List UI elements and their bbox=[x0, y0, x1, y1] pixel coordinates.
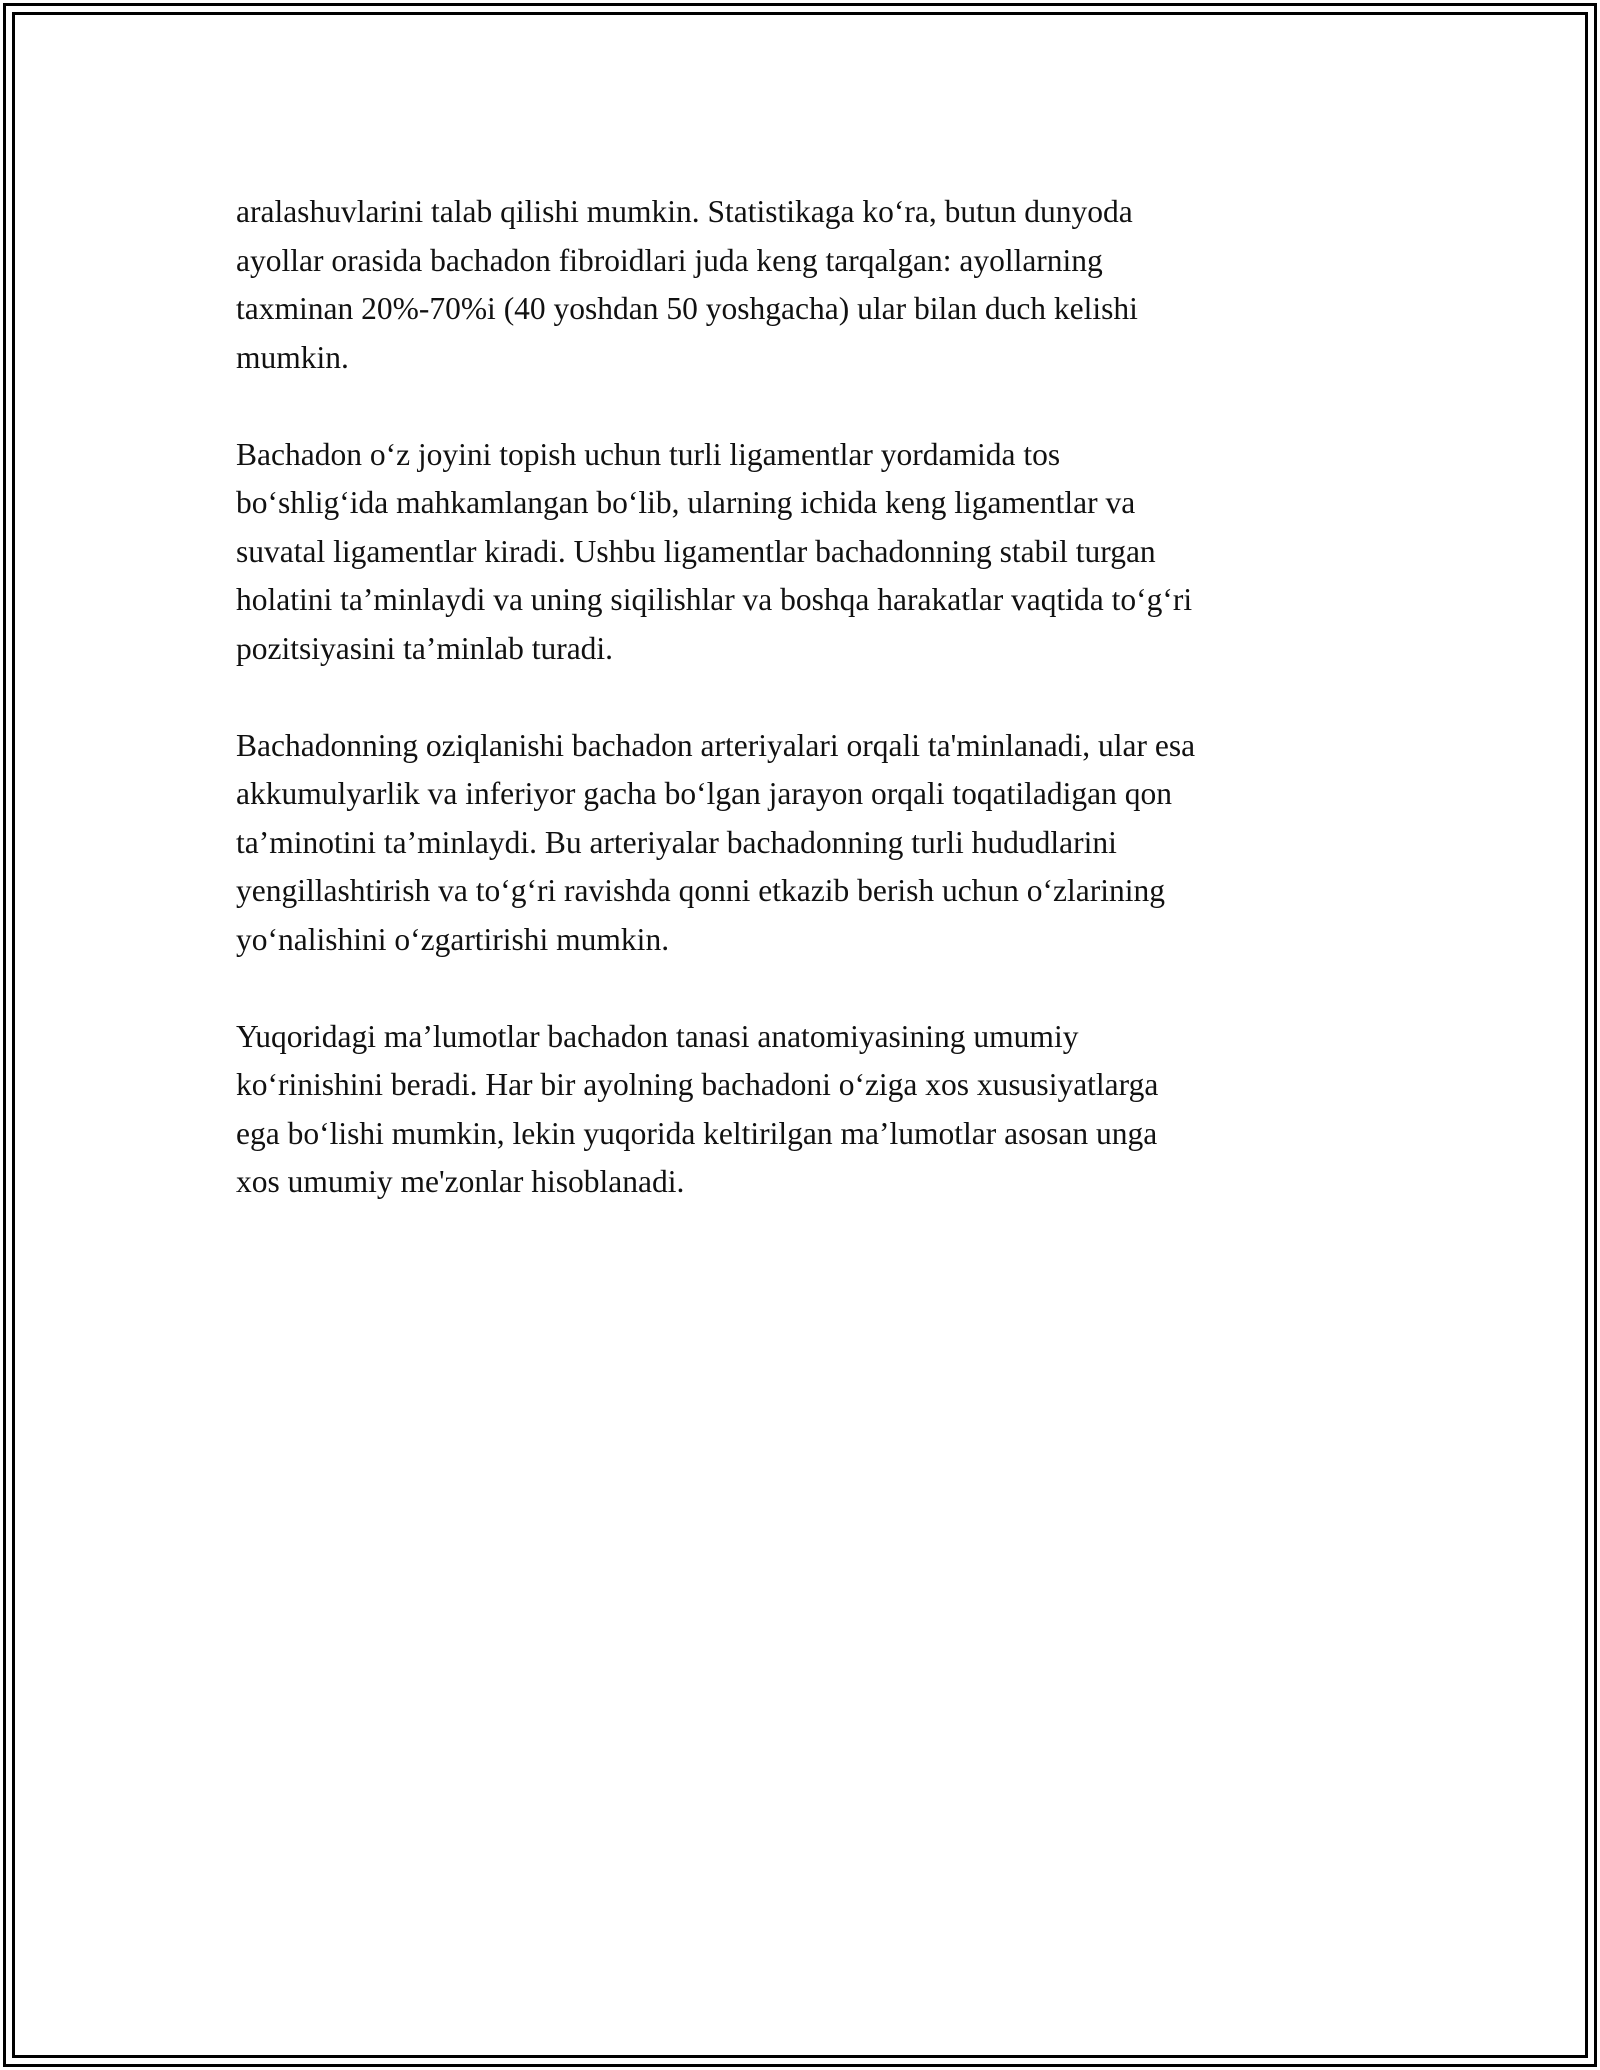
paragraph-2 bbox=[236, 431, 1366, 674]
text-line: ko‘rinishini beradi. Har bir ayolning bachadoni o‘ziga xos xususiyatlarga bbox=[236, 1067, 1159, 1102]
text-line: ta’minotini ta’minlaydi. Bu arteriyalar bachadonning turli hududlarini bbox=[236, 824, 1117, 860]
text-line: holatini ta’minlaydi va uning siqilishlar va boshqa harakatlar vaqtida to‘g‘ri bbox=[236, 582, 1193, 617]
paragraph-3 bbox=[236, 722, 1366, 965]
text-line: pozitsiyasini ta’minlab turadi. bbox=[236, 630, 614, 666]
text-line: taxminan 20%-70%i (40 yoshdan 50 yoshgacha) ular bilan duch kelishi bbox=[236, 291, 1138, 326]
text-line: bo‘shlig‘ida mahkamlangan bo‘lib, ularning ichida keng ligamentlar va bbox=[236, 485, 1136, 520]
text-line: aralashuvlarini talab qilishi mumkin. Statistikaga ko‘ra, butun dunyoda bbox=[236, 194, 1133, 229]
text-line: ega bo‘lishi mumkin, lekin yuqorida keltirilgan ma’lumotlar asosan unga bbox=[236, 1115, 1158, 1151]
text-line: akkumulyarlik va inferiyor gacha bo‘lgan jarayon orqali toqatiladigan qon bbox=[236, 776, 1172, 811]
paragraph-4 bbox=[236, 1013, 1366, 1207]
text-line: Bachadonning oziqlanishi bachadon arteriyalari orqali ta'minlanadi, ular esa bbox=[236, 727, 1196, 763]
paragraph-1 bbox=[236, 188, 1366, 382]
text-line: yengillashtirish va to‘g‘ri ravishda qonni etkazib berish uchun o‘zlarining bbox=[236, 873, 1166, 908]
text-line: suvatal ligamentlar kiradi. Ushbu ligamentlar bachadonning stabil turgan bbox=[236, 533, 1156, 569]
text-line: ayollar orasida bachadon fibroidlari juda keng tarqalgan: ayollarning bbox=[236, 242, 1103, 278]
text-line: xos umumiy me'zonlar hisoblanadi. bbox=[236, 1164, 685, 1199]
text-line: Bachadon o‘z joyini topish uchun turli ligamentlar yordamida tos bbox=[236, 436, 1061, 472]
text-line: yo‘nalishini o‘zgartirishi mumkin. bbox=[236, 921, 670, 957]
text-line: Yuqoridagi ma’lumotlar bachadon tanasi anatomiyasining umumiy bbox=[236, 1018, 1079, 1054]
document-body bbox=[236, 188, 1366, 1255]
text-line: mumkin. bbox=[236, 339, 349, 375]
